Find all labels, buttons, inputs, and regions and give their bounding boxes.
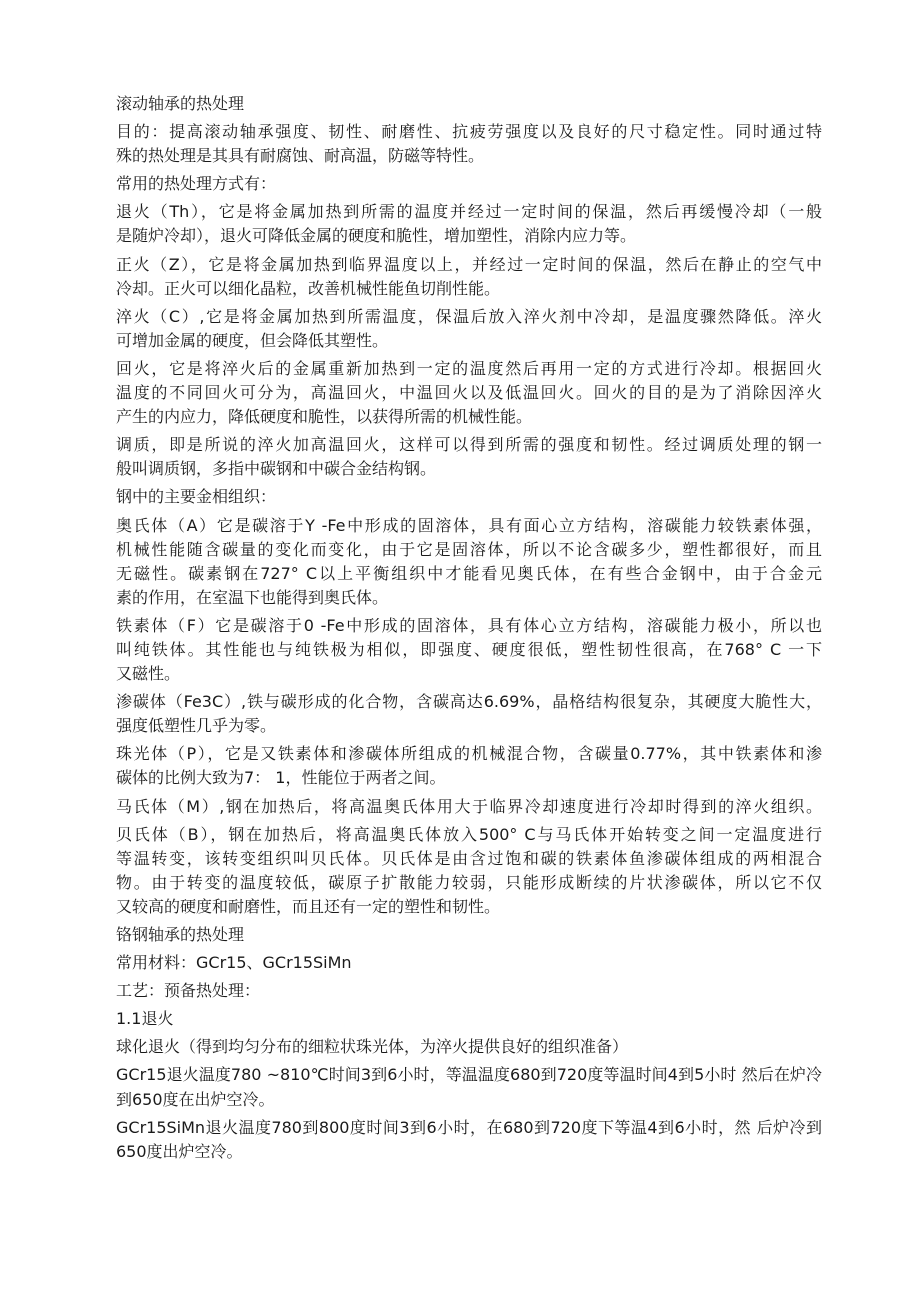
text-line: 渗碳体（Fe3C）,铁与碳形成的化合物，含碳高达6.69%，晶格结构很复杂，其硬度大脆性大， (116, 692, 822, 712)
paragraph-martensite (116, 795, 822, 819)
paragraph-annealing (116, 200, 822, 248)
text-line: 淬火（C）,它是将金属加热到所需温度，保温后放入淬火剂中冷却，是温度骤然降低。淬火 (116, 306, 822, 326)
text-line: 珠光体（P），它是又铁素体和渗碳体所组成的机械混合物，含碳量0.77%，其中铁素体和渗 (116, 744, 822, 764)
paragraph-structures-heading (116, 485, 822, 509)
text-line: 正火（Z），它是将金属加热到临界温度以上，并经过一定时间的保温，然后在静止的空气中 (116, 254, 822, 274)
text-line: 是随炉冷却），退火可降低金属的硬度和脆性，增加塑性，消除内应力等。 (116, 226, 637, 246)
paragraph-title (116, 92, 822, 116)
text-line: 奥氏体（A）它是碳溶于Y -Fe中形成的固溶体，具有面心立方结构，溶碳能力较铁素体强， (116, 515, 822, 535)
text-line: 机械性能随含碳量的变化而变化，由于它是固溶体，所以不论含碳多少，塑性都很好，而且 (116, 539, 822, 559)
paragraph-austenite (116, 514, 822, 610)
paragraph-pearlite (116, 742, 822, 790)
text-line: 到650度在出炉空冷。 (116, 1089, 275, 1109)
paragraph-cementite (116, 690, 822, 738)
text-line: 叫纯铁体。其性能也与纯铁极为相似，即强度、硬度很低，塑性韧性很高，在768° C 一下 (116, 639, 822, 659)
text-line: 无磁性。碳素钢在727° C以上平衡组织中才能看见奥氏体，在有些合金钢中，由于合金元 (116, 563, 822, 583)
paragraph-section-1-1 (116, 1007, 822, 1031)
text-line: 回火，它是将淬火后的金属重新加热到一定的温度然后再用一定的方式进行冷却。根据回火 (116, 358, 822, 378)
text-line: 物。由于转变的温度较低，碳原子扩散能力较弱，只能形成断续的片状渗碳体，所以它不仅 (116, 872, 822, 892)
text-line: 目的：提高滚动轴承强度、韧性、耐磨性、抗疲劳强度以及良好的尺寸稳定性。同时通过特 (116, 122, 822, 142)
paragraph-gcr15 (116, 1063, 822, 1111)
paragraph-process (116, 979, 822, 1003)
text-line: 球化退火（得到均匀分布的细粒状珠光体，为淬火提供良好的组织准备） (116, 1037, 629, 1057)
text-line: 退火（Th），它是将金属加热到所需的温度并经过一定时间的保温，然后再缓慢冷却（一般 (116, 202, 822, 222)
text-line: 素的作用，在室温下也能得到奥氏体。 (116, 587, 389, 607)
text-line: GCr15SiMn退火温度780到800度时间3到6小时，在680到720度下等温4到6小时，然 后炉冷到 (116, 1117, 822, 1137)
text-line: 等温转变，该转变组织叫贝氏体。贝氏体是由含过饱和碳的铁素体鱼渗碳体组成的两相混合 (116, 848, 822, 868)
paragraph-quenching (116, 305, 822, 353)
text-line: 常用材料：GCr15、GCr15SiMn (116, 953, 352, 973)
paragraph-methods-heading (116, 172, 822, 196)
text-line: 常用的热处理方式有： (116, 174, 277, 194)
text-line: 又磁性。 (116, 664, 181, 684)
text-line: 1.1退火 (116, 1009, 174, 1029)
text-line: 温度的不同回火可分为，高温回火，中温回火以及低温回火。回火的目的是为了消除因淬火 (116, 383, 822, 403)
text-line: 强度低塑性几乎为零。 (116, 716, 277, 736)
paragraph-gcr15simn (116, 1116, 822, 1164)
paragraph-spheroidizing (116, 1035, 822, 1059)
text-line: 产生的内应力，降低硬度和脆性，以获得所需的机械性能。 (116, 407, 533, 427)
document-body (116, 92, 822, 1168)
text-line: 钢中的主要金相组织： (116, 487, 277, 507)
paragraph-materials (116, 951, 822, 975)
text-line: 工艺：预备热处理： (116, 981, 261, 1001)
text-line: 贝氏体（B），钢在加热后，将高温奥氏体放入500° C与马氏体开始转变之间一定温度进行 (116, 824, 822, 844)
paragraph-quench-temper (116, 433, 822, 481)
text-line: 般叫调质钢，多指中碳钢和中碳合金结构钢。 (116, 459, 437, 479)
paragraph-chrome-heading (116, 923, 822, 947)
text-line: 碳体的比例大致为7： 1，性能位于两者之间。 (116, 768, 446, 788)
text-line: 马氏体（M）,钢在加热后，将高温奥氏体用大于临界冷却速度进行冷却时得到的淬火组织。 (116, 796, 822, 816)
paragraph-ferrite (116, 614, 822, 686)
paragraph-tempering (116, 357, 822, 429)
text-line: 调质，即是所说的淬火加高温回火，这样可以得到所需的强度和韧性。经过调质处理的钢一 (116, 435, 822, 455)
paragraph-bainite (116, 823, 822, 919)
paragraph-normalizing (116, 253, 822, 301)
text-line: 可增加金属的硬度，但会降低其塑性。 (116, 330, 389, 350)
paragraph-purpose (116, 120, 822, 168)
text-line: 650度出炉空冷。 (116, 1141, 243, 1161)
text-line: 殊的热处理是其具有耐腐蚀、耐高温，防磁等特性。 (116, 146, 485, 166)
text-line: GCr15退火温度780 ~810℃时间3到6小时，等温温度680到720度等温时间4到5小时 然后在炉冷 (116, 1065, 822, 1085)
text-line: 铁素体（F）它是碳溶于0 -Fe中形成的固溶体，具有体心立方结构，溶碳能力极小，所以也 (116, 615, 822, 635)
text-line: 冷却。正火可以细化晶粒，改善机械性能鱼切削性能。 (116, 278, 501, 298)
text-line: 铬钢轴承的热处理 (116, 925, 245, 944)
text-line: 又较高的硬度和耐磨性，而且还有一定的塑性和韧性。 (116, 896, 501, 916)
text-line: 滚动轴承的热处理 (116, 94, 245, 113)
